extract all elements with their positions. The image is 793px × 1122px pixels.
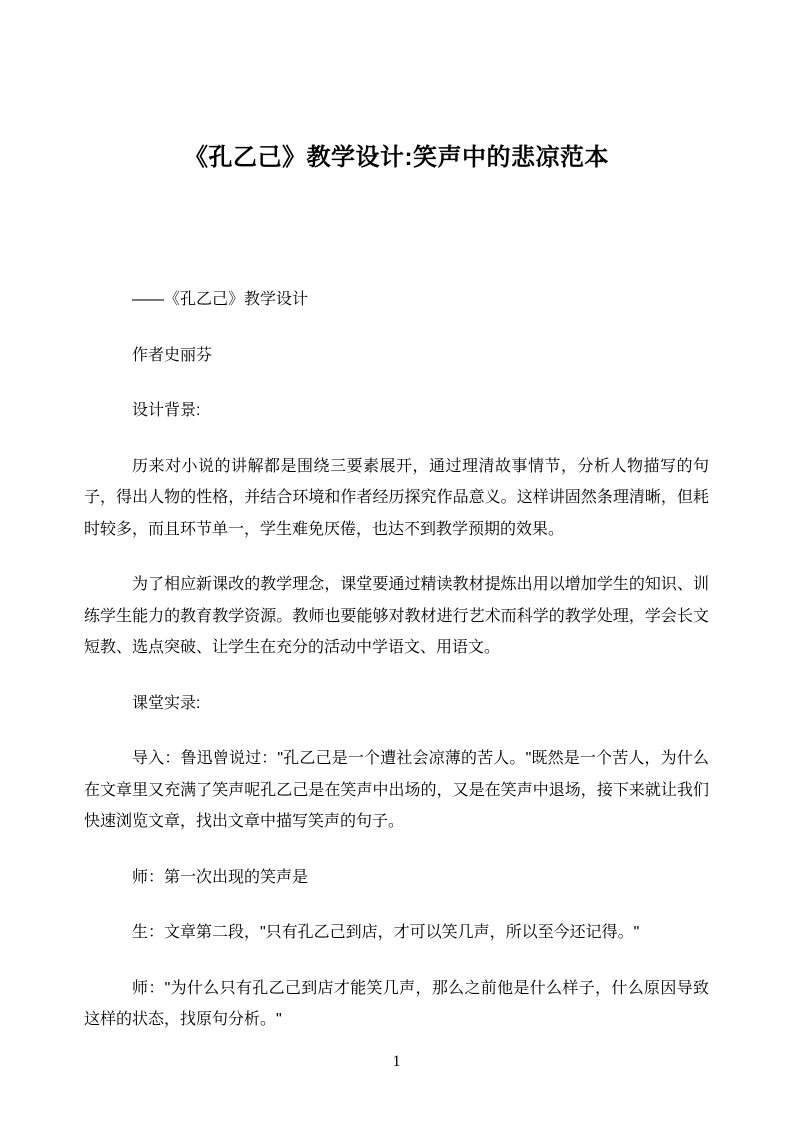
- paragraph: 设计背景:: [132, 402, 201, 419]
- paragraph: ——《孔乙己》教学设计: [132, 291, 309, 308]
- paragraph: 师：第一次出现的笑声是: [132, 868, 309, 886]
- paragraph: 历来对小说的讲解都是围绕三要素展开，通过理清故事情节，分析人物描写的句子，得出人物的性格，并结合环境和作者经历探究作品意义。这样讲固然条理清晰，但耗时较多，而且环节单一，学生难免厌倦，也达不到教学预期的效果。: [84, 457, 709, 538]
- paragraph: 生：文章第二段，"只有孔乙己到店，才可以笑几声，所以至今还记得。": [132, 924, 640, 941]
- paragraph: 导入：鲁迅曾说过："孔乙己是一个遭社会凉薄的苦人。"既然是一个苦人，为什么在文章里又充满了笑声呢孔乙己是在笑声中出场的，又是在笑声中退场，接下来就让我们快速浏览文章，找出文章中描写笑声的句子。: [84, 750, 709, 830]
- paragraph: 作者史丽芬: [132, 346, 213, 364]
- page-number: 1: [392, 1053, 401, 1070]
- document-title: 《孔乙己》教学设计:笑声中的悲凉范本: [184, 144, 609, 171]
- paragraph-list: [84, 284, 709, 1036]
- paragraph: 为了相应新课改的教学理念，课堂要通过精读教材提炼出用以增加学生的知识、训练学生能力的教育教学资源。教师也要能够对教材进行艺术而科学的教学处理，学会长文短教、选点突破、让学生在充分的活动中学语文、用语文。: [84, 576, 709, 656]
- paragraph: 课堂实录:: [132, 694, 201, 712]
- paragraph: 师："为什么只有孔乙己到店才能笑几声，那么之前他是什么样子，什么原因导致这样的状态，找原句分析。": [84, 979, 709, 1028]
